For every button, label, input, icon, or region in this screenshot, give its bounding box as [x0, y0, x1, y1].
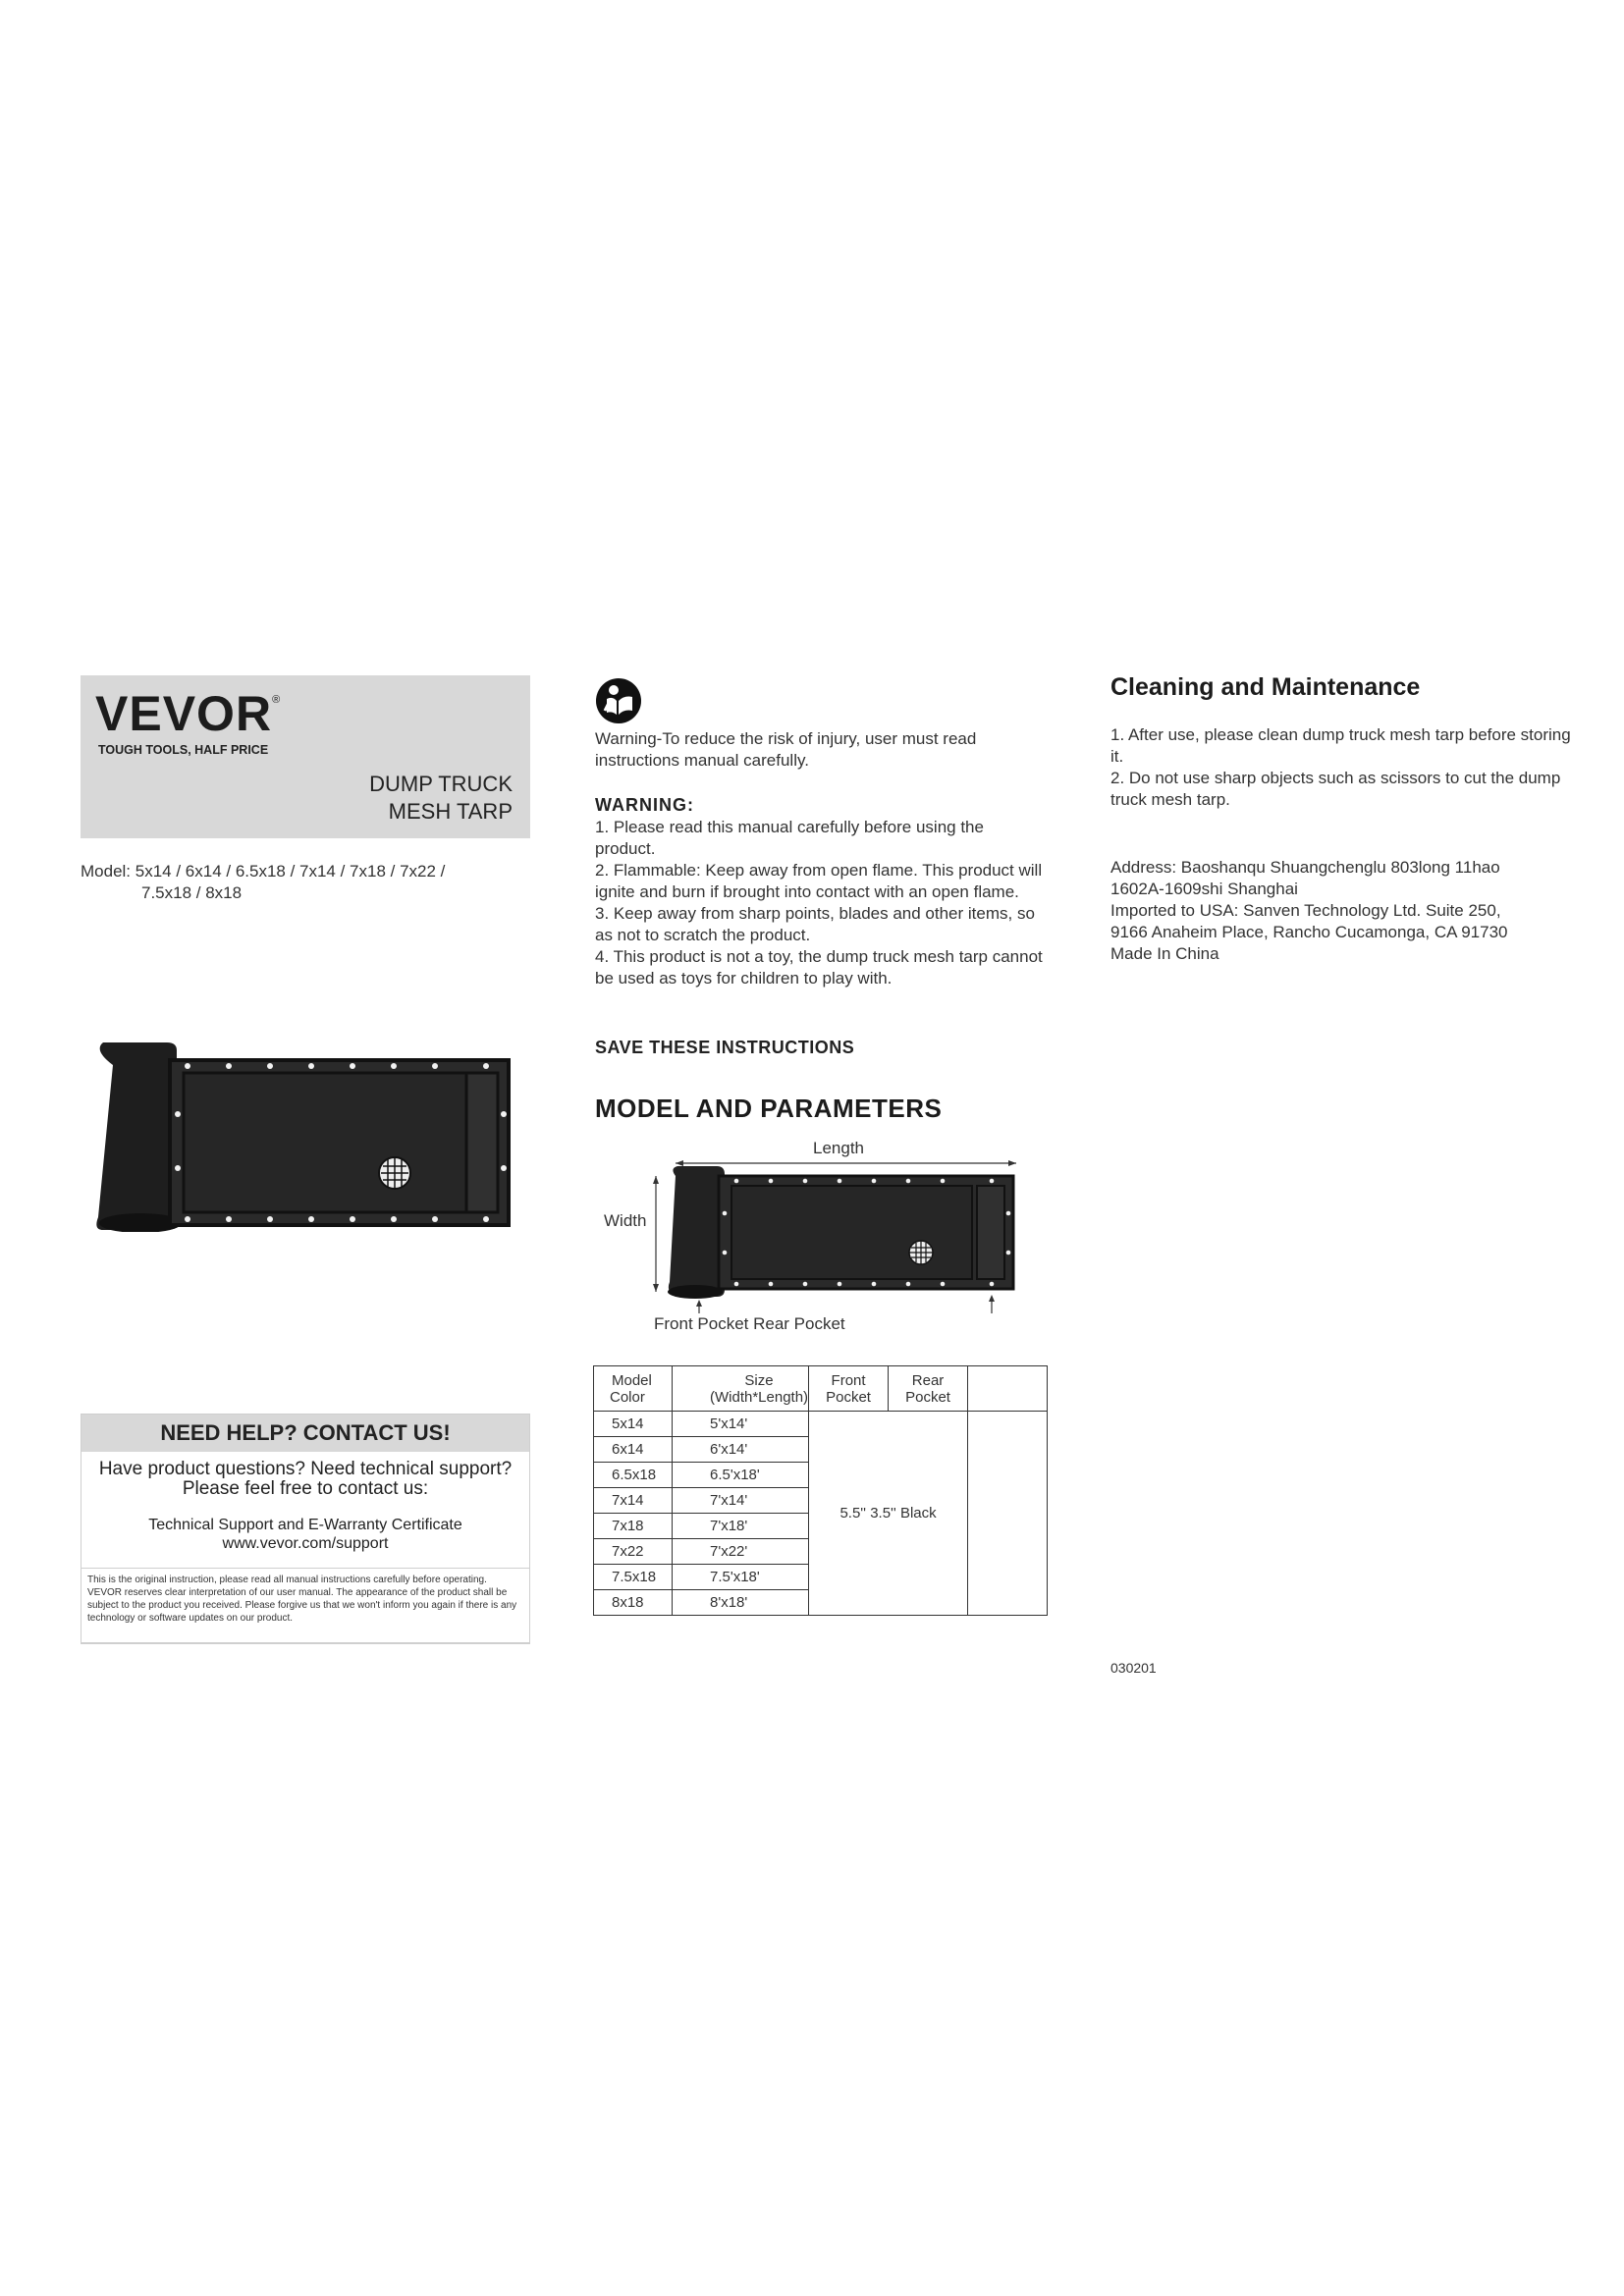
warning-item: 2. Flammable: Keep away from open flame. This product will ignite and burn if brought into contact with an open flame.: [595, 861, 1043, 901]
warning-item: 4. This product is not a toy, the dump truck mesh tarp cannot be used as toys for children to play with.: [595, 947, 1043, 988]
address-block: Address: Baoshanqu Shuangchenglu 803long 11hao 1602A-1609shi Shanghai Imported to USA: Sanven Technology Ltd. Suite 250, 9166 Anaheim Place, Rancho Cucamonga, CA 91730 Made In China: [1110, 858, 1508, 963]
table-row: 6.5x18 6.5'x18': [594, 1463, 1048, 1488]
maintenance-item: 1. After use, please clean dump truck mesh tarp before storing it.: [1110, 725, 1571, 766]
support-info: Technical Support and E-Warranty Certificate www.vevor.com/support: [81, 1516, 529, 1553]
help-question: Have product questions? Need technical support? Please feel free to contact us:: [98, 1459, 513, 1499]
parameters-title: MODEL AND PARAMETERS: [595, 1094, 943, 1123]
table-row: 8x18 8'x18': [594, 1590, 1048, 1616]
table-row: 7x22 7'x22': [594, 1539, 1048, 1565]
header-empty: [968, 1366, 1048, 1412]
shared-values-cell: 5.5'' 3.5'' Black: [809, 1412, 968, 1616]
model-list: Model: 5x14 / 6x14 / 6.5x18 / 7x14 / 7x18 / 7x22 / 7.5x18 / 8x18: [81, 862, 446, 902]
table-header-row: [594, 1366, 1048, 1412]
warning-title: WARNING:: [595, 795, 694, 815]
table-row: 7.5x18 7.5'x18': [594, 1565, 1048, 1590]
document-code: 030201: [1110, 1660, 1157, 1676]
brand-header-box: [81, 675, 530, 838]
help-heading: NEED HELP? CONTACT US!: [81, 1415, 529, 1452]
header-model: Model Color: [594, 1366, 673, 1412]
warning-intro: Warning-To reduce the risk of injury, user must read instructions manual carefully.: [595, 729, 977, 770]
length-label: Length: [813, 1139, 864, 1157]
read-manual-icon: [595, 677, 642, 724]
table-row: 5x14 5'x14' 5.5'' 3.5'' Black: [594, 1412, 1048, 1437]
width-label: Width: [604, 1211, 647, 1230]
maintenance-item: 2. Do not use sharp objects such as scissors to cut the dump truck mesh tarp.: [1110, 769, 1561, 809]
maintenance-title: Cleaning and Maintenance: [1110, 673, 1421, 701]
header-size: Size (Width*Length): [673, 1366, 809, 1412]
header-front-pocket: Front Pocket: [809, 1366, 889, 1412]
vevor-logo: VEVOR®: [95, 686, 282, 741]
warning-item: 3. Keep away from sharp points, blades and other items, so as not to scratch the product.: [595, 904, 1035, 944]
warning-item: 1. Please read this manual carefully before using the product.: [595, 818, 984, 858]
save-instructions: SAVE THESE INSTRUCTIONS: [595, 1038, 855, 1057]
support-url[interactable]: www.vevor.com/support: [222, 1535, 389, 1552]
pockets-label: Front Pocket Rear Pocket: [654, 1314, 845, 1333]
tarp-product-image: [93, 1041, 515, 1232]
product-title: DUMP TRUCK MESH TARP: [369, 772, 513, 824]
warning-list: [595, 817, 1049, 989]
empty-cell: [968, 1412, 1048, 1616]
disclaimer: This is the original instruction, please read all manual instructions carefully before operating. VEVOR reserves clear interpretation of our user manual. The appearance of the product shall be subject to the product you received. Please forgive us that we won't inform you again if there is any technology or software updates on our product.: [81, 1568, 530, 1644]
header-rear-pocket: Rear Pocket: [889, 1366, 968, 1412]
table-row: 7x18 7'x18': [594, 1514, 1048, 1539]
brand-slogan: TOUGH TOOLS, HALF PRICE: [98, 743, 269, 757]
parameters-table: [593, 1365, 1048, 1616]
table-row: 6x14 6'x14': [594, 1437, 1048, 1463]
table-row: 7x14 7'x14': [594, 1488, 1048, 1514]
tarp-dimension-diagram: [648, 1154, 1021, 1316]
maintenance-list: [1110, 724, 1572, 811]
